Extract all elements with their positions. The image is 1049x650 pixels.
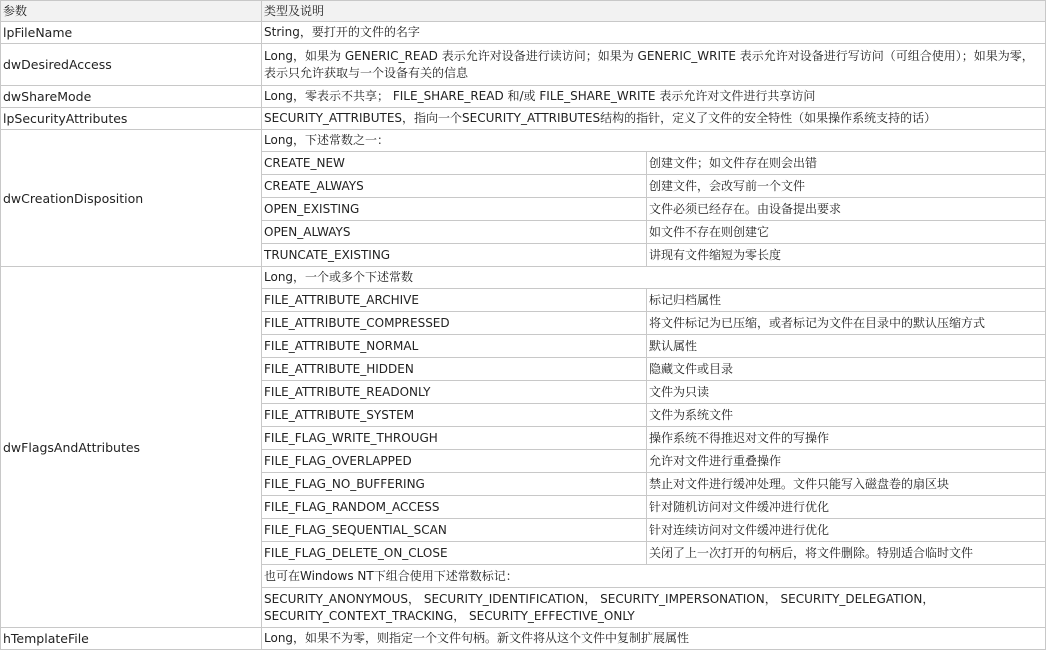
constant-description: 标记归档属性 — [647, 289, 1046, 312]
constant-name: FILE_FLAG_SEQUENTIAL_SCAN — [262, 519, 647, 542]
param-description: String，要打开的文件的名字 — [262, 22, 1046, 44]
param-name: hTemplateFile — [1, 628, 262, 650]
constant-name: FILE_FLAG_DELETE_ON_CLOSE — [262, 542, 647, 565]
constant-name: FILE_ATTRIBUTE_READONLY — [262, 381, 647, 404]
param-name: dwShareMode — [1, 86, 262, 108]
header-description: 类型及说明 — [262, 1, 1046, 22]
constant-name: FILE_ATTRIBUTE_SYSTEM — [262, 404, 647, 427]
constant-description: 默认属性 — [647, 335, 1046, 358]
constant-description: 讲现有文件缩短为零长度 — [647, 244, 1046, 267]
constant-description: 创建文件；如文件存在则会出错 — [647, 152, 1046, 175]
param-name: dwCreationDisposition — [1, 130, 262, 267]
constant-name: FILE_ATTRIBUTE_COMPRESSED — [262, 312, 647, 335]
row-dwFlagsAndAttributes — [1, 267, 1046, 289]
row-lpSecurityAttributes — [1, 108, 1046, 130]
param-description: Long，零表示不共享； FILE_SHARE_READ 和/或 FILE_SHARE_WRITE 表示允许对文件进行共享访问 — [262, 86, 1046, 108]
row-dwShareMode — [1, 86, 1046, 108]
row-lpFileName — [1, 22, 1046, 44]
constant-name: FILE_ATTRIBUTE_NORMAL — [262, 335, 647, 358]
constant-description: 禁止对文件进行缓冲处理。文件只能写入磁盘卷的扇区块 — [647, 473, 1046, 496]
param-name: dwDesiredAccess — [1, 44, 262, 86]
constant-name: FILE_FLAG_RANDOM_ACCESS — [262, 496, 647, 519]
param-name: lpSecurityAttributes — [1, 108, 262, 130]
constant-name: OPEN_EXISTING — [262, 198, 647, 221]
constant-name: FILE_ATTRIBUTE_HIDDEN — [262, 358, 647, 381]
nt-flags: SECURITY_ANONYMOUS， SECURITY_IDENTIFICATION， SECURITY_IMPERSONATION， SECURITY_DELEGATION， SECURITY_CONTEXT_TRACKING， SECURITY_EFFECTIVE_ONLY — [262, 588, 1046, 628]
param-description: Long，如果为 GENERIC_READ 表示允许对设备进行读访问；如果为 GENERIC_WRITE 表示允许对设备进行写访问（可组合使用）；如果为零，表示只允许获取与一个设备有关的信息 — [262, 44, 1046, 86]
constant-description: 创建文件，会改写前一个文件 — [647, 175, 1046, 198]
constant-description: 将文件标记为已压缩，或者标记为文件在目录中的默认压缩方式 — [647, 312, 1046, 335]
param-description: SECURITY_ATTRIBUTES，指向一个SECURITY_ATTRIBUTES结构的指针，定义了文件的安全特性（如果操作系统支持的话） — [262, 108, 1046, 130]
constant-description: 隐藏文件或目录 — [647, 358, 1046, 381]
constant-name: FILE_FLAG_OVERLAPPED — [262, 450, 647, 473]
constant-description: 针对随机访问对文件缓冲进行优化 — [647, 496, 1046, 519]
param-description: Long，如果不为零，则指定一个文件句柄。新文件将从这个文件中复制扩展属性 — [262, 628, 1046, 650]
header-param: 参数 — [1, 1, 262, 22]
constant-description: 操作系统不得推迟对文件的写操作 — [647, 427, 1046, 450]
param-name: dwFlagsAndAttributes — [1, 267, 262, 628]
constant-name: FILE_ATTRIBUTE_ARCHIVE — [262, 289, 647, 312]
constant-description: 关闭了上一次打开的句柄后，将文件删除。特别适合临时文件 — [647, 542, 1046, 565]
row-dwCreationDisposition — [1, 130, 1046, 152]
param-intro: Long，一个或多个下述常数 — [262, 267, 1046, 289]
constant-description: 文件为系统文件 — [647, 404, 1046, 427]
param-intro: Long，下述常数之一： — [262, 130, 1046, 152]
constant-name: CREATE_ALWAYS — [262, 175, 647, 198]
constant-description: 如文件不存在则创建它 — [647, 221, 1046, 244]
row-hTemplateFile — [1, 628, 1046, 650]
param-name: lpFileName — [1, 22, 262, 44]
table-header-row — [1, 1, 1046, 22]
constant-description: 文件为只读 — [647, 381, 1046, 404]
constant-name: FILE_FLAG_WRITE_THROUGH — [262, 427, 647, 450]
constant-description: 文件必须已经存在。由设备提出要求 — [647, 198, 1046, 221]
nt-intro: 也可在Windows NT下组合使用下述常数标记： — [262, 565, 1046, 588]
constant-name: OPEN_ALWAYS — [262, 221, 647, 244]
constant-name: FILE_FLAG_NO_BUFFERING — [262, 473, 647, 496]
constant-description: 针对连续访问对文件缓冲进行优化 — [647, 519, 1046, 542]
constant-name: CREATE_NEW — [262, 152, 647, 175]
row-dwDesiredAccess — [1, 44, 1046, 86]
constant-name: TRUNCATE_EXISTING — [262, 244, 647, 267]
constant-description: 允许对文件进行重叠操作 — [647, 450, 1046, 473]
